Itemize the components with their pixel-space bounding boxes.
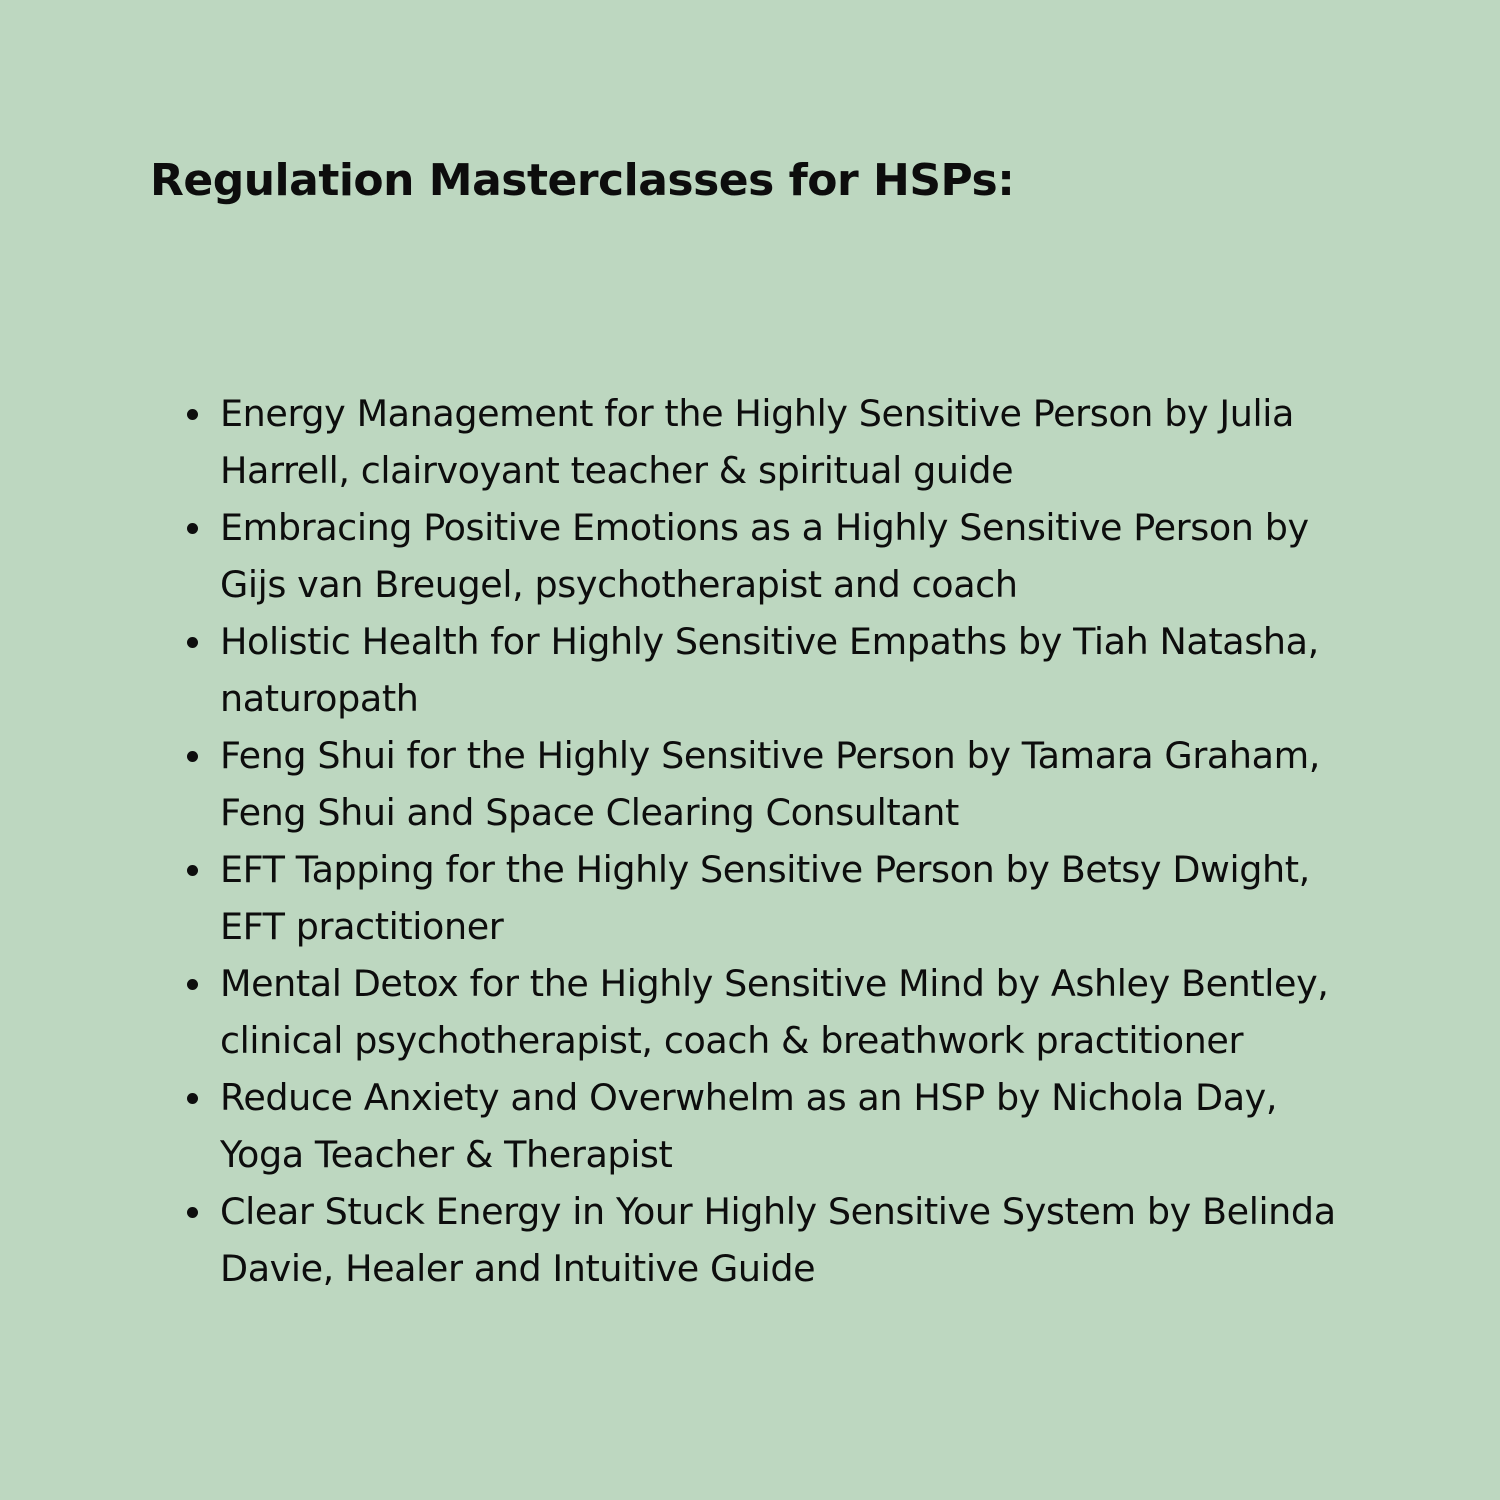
list-item <box>150 955 1340 1069</box>
bullet-icon <box>187 637 198 648</box>
list-item <box>150 1069 1340 1183</box>
list-item <box>150 613 1340 727</box>
bullet-icon <box>187 409 198 420</box>
list-item <box>150 385 1340 499</box>
bullet-icon <box>187 1207 198 1218</box>
list-item-text: EFT Tapping for the Highly Sensitive Person by Betsy Dwight, EFT practitioner <box>220 848 1310 948</box>
list-item-text: Embracing Positive Emotions as a Highly Sensitive Person by Gijs van Breugel, psychotherapist and coach <box>220 506 1309 606</box>
bullet-icon <box>187 1093 198 1104</box>
list-item <box>150 841 1340 955</box>
bullet-icon <box>187 979 198 990</box>
bullet-icon <box>187 865 198 876</box>
bullet-icon <box>187 751 198 762</box>
list-item-text: Holistic Health for Highly Sensitive Empaths by Tiah Natasha, naturopath <box>220 620 1319 720</box>
list-item-text: Reduce Anxiety and Overwhelm as an HSP by Nichola Day, Yoga Teacher & Therapist <box>220 1076 1278 1176</box>
list-item-text: Energy Management for the Highly Sensitive Person by Julia Harrell, clairvoyant teacher & spiritual guide <box>220 392 1294 492</box>
list-item-text: Clear Stuck Energy in Your Highly Sensitive System by Belinda Davie, Healer and Intuitive Guide <box>220 1190 1336 1290</box>
list-item <box>150 499 1340 613</box>
list-item-text: Mental Detox for the Highly Sensitive Mind by Ashley Bentley, clinical psychotherapist, coach & breathwork practitioner <box>220 962 1329 1062</box>
bullet-icon <box>187 523 198 534</box>
list-item <box>150 727 1340 841</box>
masterclass-card <box>150 150 1350 1350</box>
list-item-text: Feng Shui for the Highly Sensitive Person by Tamara Graham, Feng Shui and Space Clearing Consultant <box>220 734 1320 834</box>
masterclass-list <box>150 385 1350 1297</box>
page-title: Regulation Masterclasses for HSPs: <box>150 155 1015 206</box>
list-item <box>150 1183 1340 1297</box>
